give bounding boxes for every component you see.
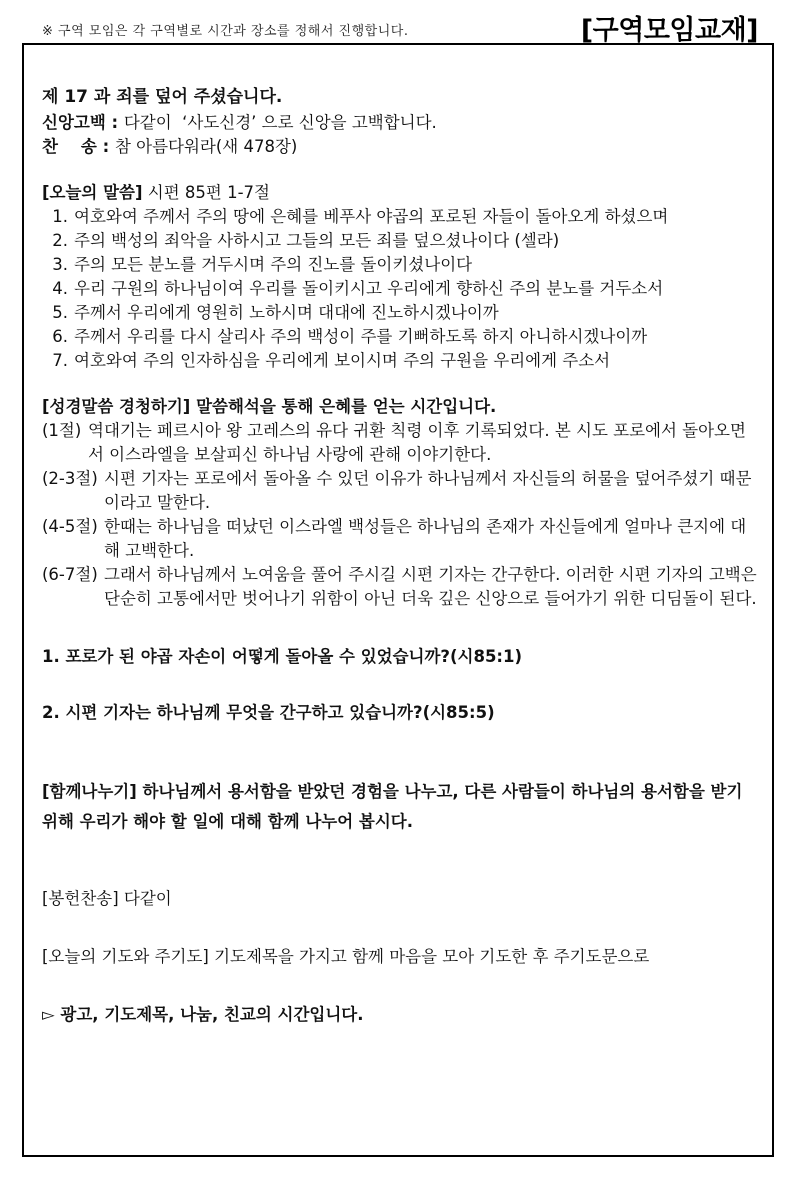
verse-item: [42, 325, 758, 349]
verse-text: 여호와여 주께서 주의 땅에 은혜를 베푸사 야곱의 포로된 자들이 돌아오게 하셨으며: [74, 207, 669, 226]
question-1: 1. 포로가 된 야곱 자손이 어떻게 돌아올 수 있었습니까?(시85:1): [42, 647, 523, 666]
listen-heading: [성경말씀 경청하기]: [42, 397, 191, 416]
verse-number: 5.: [52, 303, 68, 322]
hymn-row: [42, 135, 758, 159]
verse-number: 3.: [52, 255, 68, 274]
listen-heading-row: [42, 395, 758, 419]
verse-number: 1.: [52, 207, 68, 226]
spacer: [42, 725, 758, 777]
commentary-item: [42, 419, 758, 467]
verse-number: 2.: [52, 231, 68, 250]
offering-heading: [봉헌찬송]: [42, 889, 119, 908]
question-2: 2. 시편 기자는 하나님께 무엇을 간구하고 있습니까?(시85:5): [42, 703, 495, 722]
creed-label: 신앙고백 :: [42, 113, 124, 132]
creed-row: [42, 111, 758, 135]
lesson-frame: [22, 43, 774, 1157]
verse-item: [42, 349, 758, 373]
spacer: [42, 837, 758, 887]
share-section: [42, 777, 758, 837]
commentary-tag: (2-3절): [42, 469, 98, 488]
prayer-row: [42, 945, 758, 969]
lesson-title: 제 17 과 죄를 덮어 주셨습니다.: [42, 87, 283, 107]
hymn-value: 참 아름다워라(새 478장): [114, 137, 298, 156]
commentary-item: [42, 515, 758, 563]
commentary-list: [42, 419, 758, 611]
spacer: [42, 669, 758, 701]
verse-list: [42, 205, 758, 373]
spacer: [42, 611, 758, 645]
verse-item: [42, 277, 758, 301]
verse-number: 6.: [52, 327, 68, 346]
page-title: [구역모임교재]: [580, 15, 758, 46]
verse-item: [42, 229, 758, 253]
commentary-text: 역대기는 페르시아 왕 고레스의 유다 귀환 칙령 이후 기록되었다. 본 시도 포로에서 돌아오면서 이스라엘을 보살피신 하나님 사랑에 관해 이야기한다.: [88, 421, 746, 464]
listen-subtitle: 말씀해석을 통해 은혜를 얻는 시간입니다.: [190, 397, 497, 416]
spacer: [42, 911, 758, 945]
verse-item: [42, 253, 758, 277]
verse-text: 우리 구원의 하나님이여 우리를 돌이키시고 우리에게 향하신 주의 분노를 거두소서: [74, 279, 664, 298]
commentary-text: 그래서 하나님께서 노여움을 풀어 주시길 시편 기자는 간구한다. 이러한 시편 기자의 고백은 단순히 고통에서만 벗어나기 위함이 아닌 더욱 깊은 신앙으로 들어가기 위한 디딤돌이 된다.: [104, 565, 757, 608]
lesson-content: [42, 85, 758, 1027]
commentary-tag: (1절): [42, 421, 82, 440]
verse-text: 주의 모든 분노를 거두시며 주의 진노를 돌이키셨나이다: [74, 255, 473, 274]
verse-item: [42, 301, 758, 325]
share-heading: [함께나누기]: [42, 782, 137, 801]
word-heading: [오늘의 말씀]: [42, 183, 143, 202]
commentary-tag: (4-5절): [42, 517, 98, 536]
header-note: ※ 구역 모임은 각 구역별로 시간과 장소를 정해서 진행합니다.: [42, 24, 409, 39]
verse-text: 여호와여 주의 인자하심을 우리에게 보이시며 주의 구원을 우리에게 주소서: [74, 351, 611, 370]
hymn-label: 찬 송 :: [42, 137, 115, 156]
commentary-text: 시편 기자는 포로에서 돌아올 수 있던 이유가 하나님께서 자신들의 허물을 덮어주셨기 때문이라고 말한다.: [104, 469, 752, 512]
verse-text: 주께서 우리에게 영원히 노하시며 대대에 진노하시겠나이까: [74, 303, 499, 322]
commentary-text: 한때는 하나님을 떠났던 이스라엘 백성들은 하나님의 존재가 자신들에게 얼마나 큰지에 대해 고백한다.: [104, 517, 747, 560]
commentary-tag: (6-7절): [42, 565, 98, 584]
verse-number: 4.: [52, 279, 68, 298]
offering-text: 다같이: [118, 889, 172, 908]
prayer-text: 기도제목을 가지고 함께 마음을 모아 기도한 후 주기도문으로: [208, 947, 650, 966]
creed-value: 다같이 ‘사도신경’ 으로 신앙을 고백합니다.: [123, 113, 437, 132]
verse-text: 주의 백성의 죄악을 사하시고 그들의 모든 죄를 덮으셨나이다 (셀라): [74, 231, 560, 250]
closing-note: ▻ 광고, 기도제목, 나눔, 친교의 시간입니다.: [42, 1005, 364, 1024]
verse-text: 주께서 우리를 다시 살리사 주의 백성이 주를 기뻐하도록 하지 아니하시겠나이까: [74, 327, 648, 346]
offering-row: [42, 887, 758, 911]
share-text: 하나님께서 용서함을 받았던 경험을 나누고, 다른 사람들이 하나님의 용서함을 받기 위해 우리가 해야 할 일에 대해 함께 나누어 봅시다.: [42, 782, 743, 831]
word-heading-row: [42, 181, 758, 205]
commentary-item: [42, 563, 758, 611]
spacer: [42, 969, 758, 1003]
word-reference: 시편 85편 1-7절: [142, 183, 270, 202]
commentary-item: [42, 467, 758, 515]
verse-number: 7.: [52, 351, 68, 370]
verse-item: [42, 205, 758, 229]
prayer-heading: [오늘의 기도와 주기도]: [42, 947, 209, 966]
